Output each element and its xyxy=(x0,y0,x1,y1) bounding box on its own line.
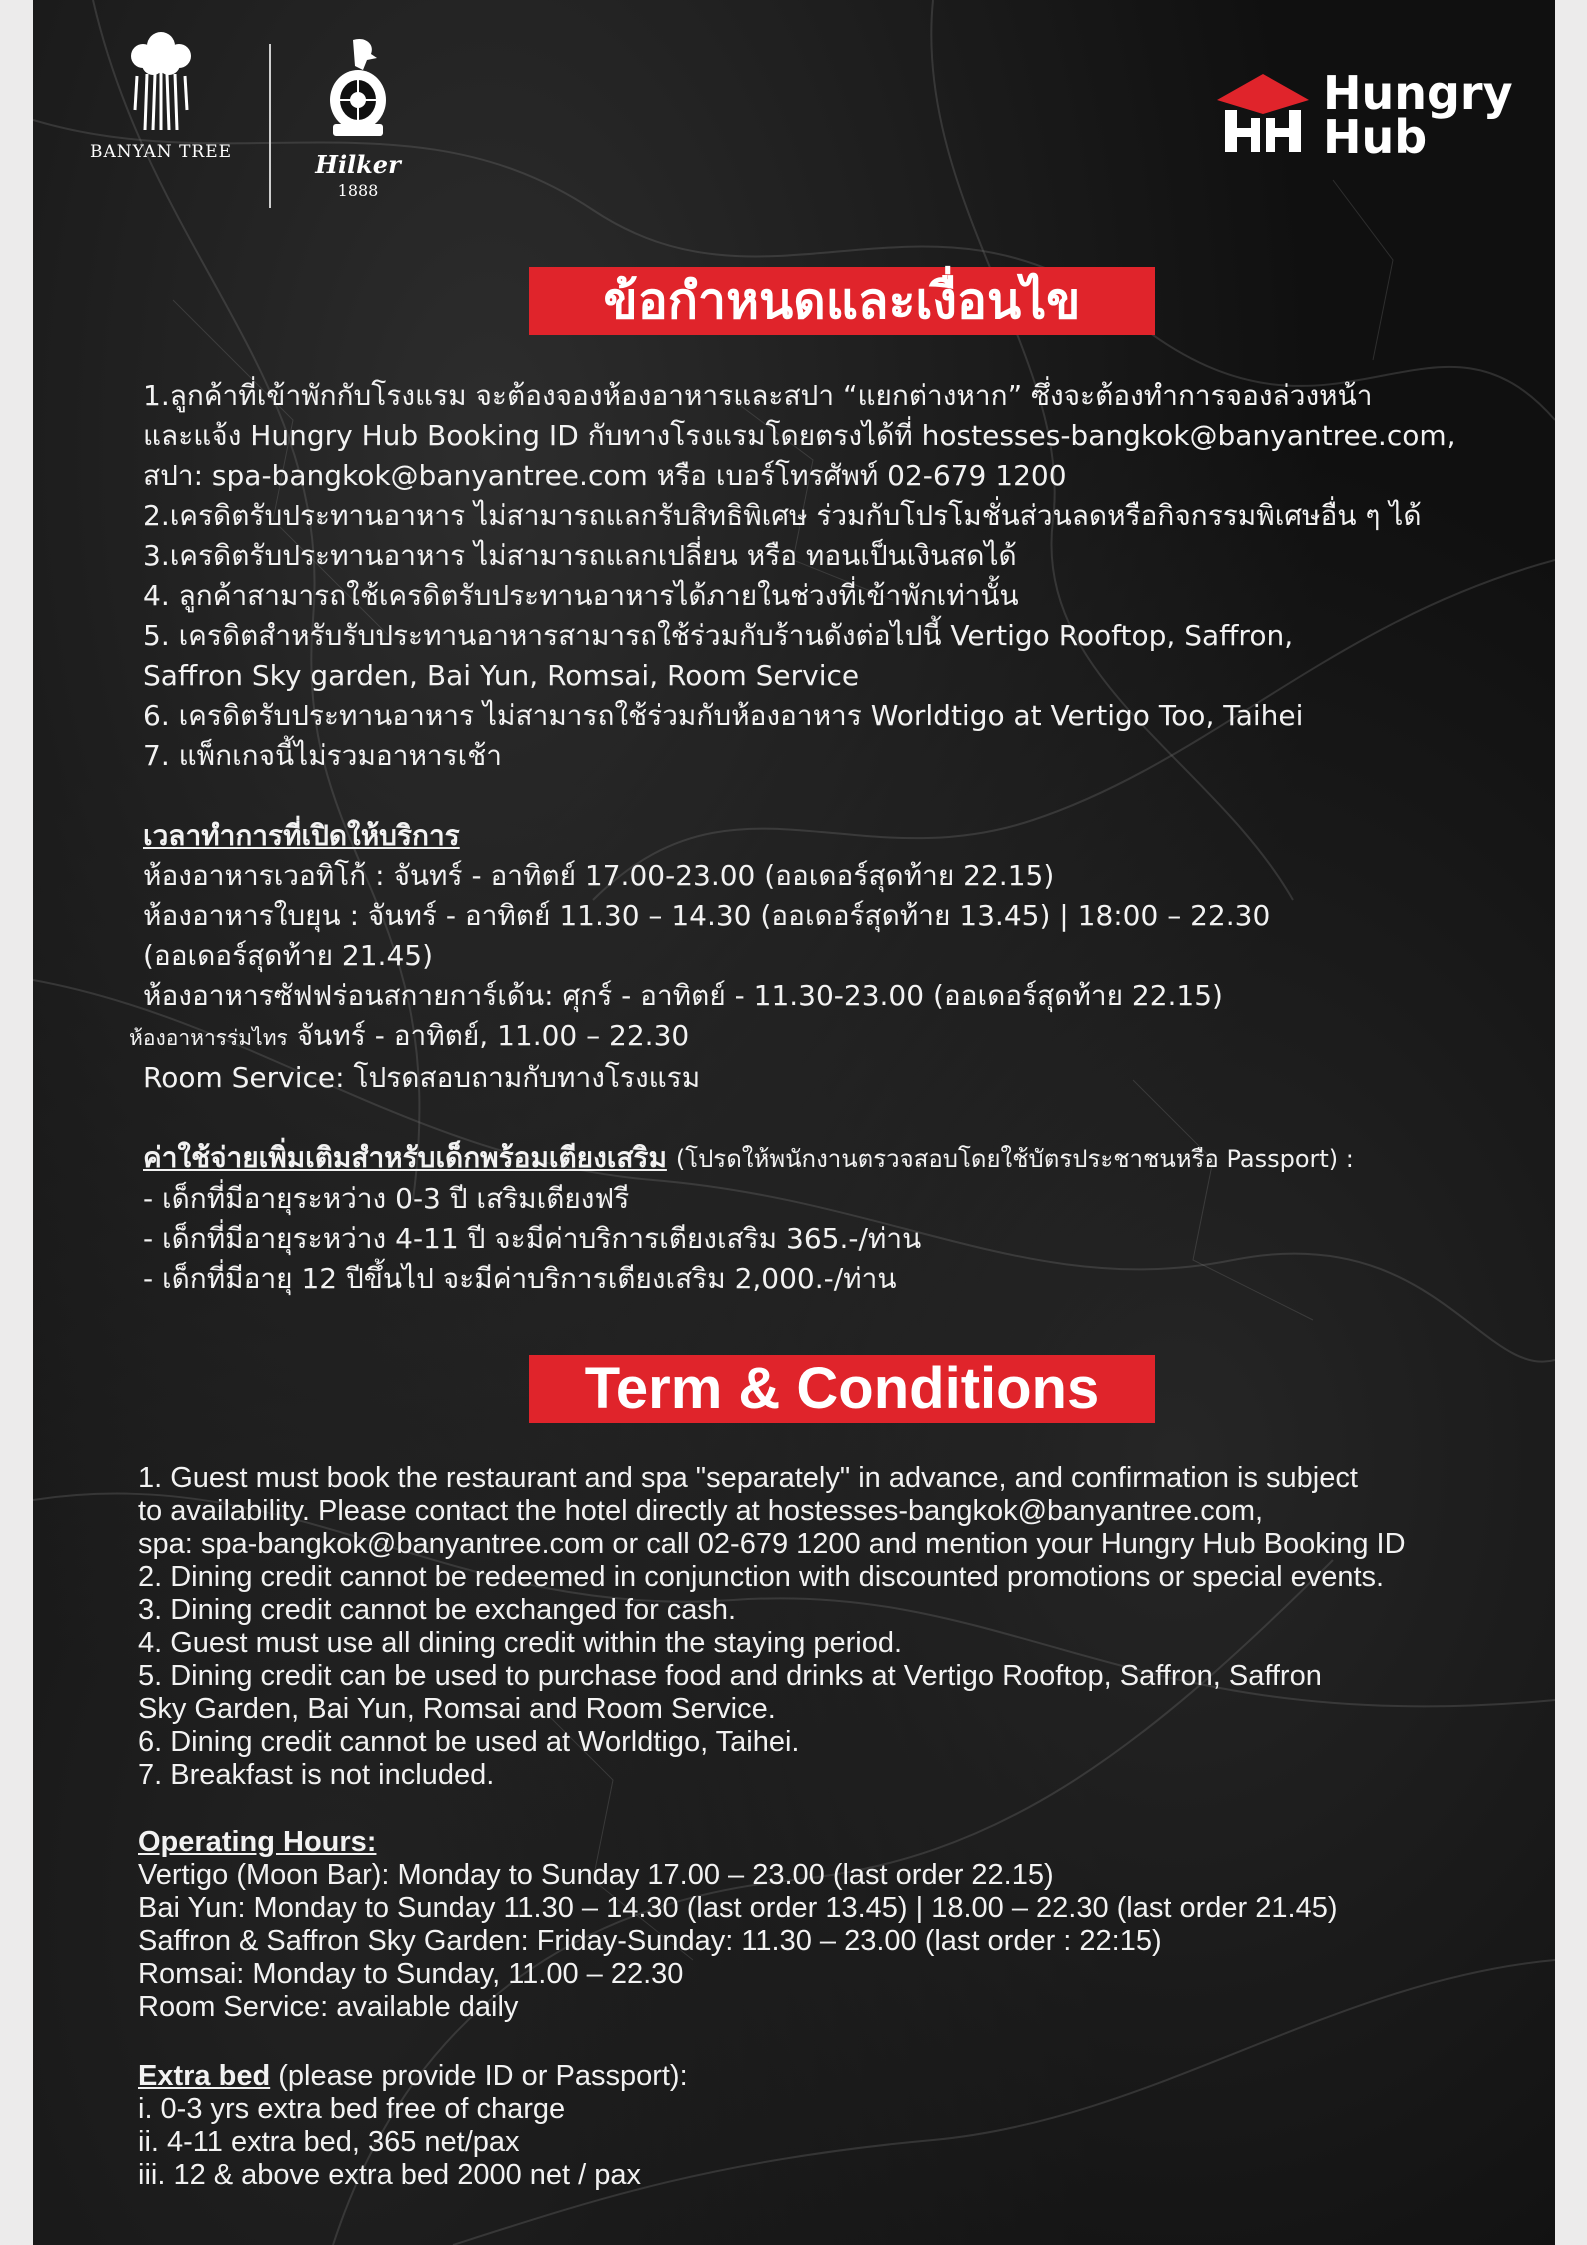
thai-hours-line: ห้องอาหารซัฟฟร่อนสกายการ์เด้น: ศุกร์ - อาทิตย์ - 11.30-23.00 (ออเดอร์สุดท้าย 22.15) xyxy=(143,979,1223,1012)
english-extra-bed-header: Extra bed xyxy=(138,2060,271,2092)
thai-hours-section xyxy=(129,816,1271,1098)
english-term-line: 7. Breakfast is not included. xyxy=(138,1759,495,1791)
english-term-line: spa: spa-bangkok@banyantree.com or call 02-679 1200 and mention your Hungry Hub Booking ID xyxy=(138,1528,1406,1560)
english-term-line: 2. Dining credit cannot be redeemed in conjunction with discounted promotions or special events. xyxy=(138,1561,1385,1593)
thai-extra-bed-item: - เด็กที่มีอายุ 12 ปีขึ้นไป จะมีค่าบริการเตียงเสริม 2,000.-/ท่าน xyxy=(143,1262,897,1295)
thai-term-line: และแจ้ง Hungry Hub Booking ID กับทางโรงแรมโดยตรงได้ที่ hostesses-bangkok@banyantree.com, xyxy=(143,419,1456,452)
english-extra-bed-item: i. 0-3 yrs extra bed free of charge xyxy=(138,2093,566,2125)
english-hours-line: Romsai: Monday to Sunday, 11.00 – 22.30 xyxy=(138,1958,684,1990)
thai-term-line: 3.เครดิตรับประทานอาหาร ไม่สามารถแลกเปลี่ยน หรือ ทอนเป็นเงินสดได้ xyxy=(143,539,1017,572)
english-term-line: to availability. Please contact the hotel directly at hostesses-bangkok@banyantree.com, xyxy=(138,1495,1264,1527)
banyan-tree-icon xyxy=(123,30,199,134)
english-terms-list xyxy=(138,1462,1406,1792)
english-extra-bed-note: (please provide ID or Passport): xyxy=(270,2060,688,2092)
thai-hours-romsai xyxy=(129,1016,1270,1058)
thai-hours-romsai-value: จันทร์ - อาทิตย์, 11.00 – 22.30 xyxy=(296,1019,690,1052)
hilker-year: 1888 xyxy=(337,181,379,200)
thai-title-banner: ข้อกำหนดและเงื่อนไข xyxy=(529,267,1155,335)
english-extra-bed-section xyxy=(138,2060,688,2192)
thai-term-line: 6. เครดิตรับประทานอาหาร ไม่สามารถใช้ร่วมกับห้องอาหาร Worldtigo at Vertigo Too, Taihei xyxy=(143,699,1304,732)
thai-terms-list xyxy=(143,376,1456,776)
thai-hours-room-service: Room Service: โปรดสอบถามกับทางโรงแรม xyxy=(143,1061,701,1094)
english-hours-line: Bai Yun: Monday to Sunday 11.30 – 14.30 (last order 13.45) | 18.00 – 22.30 (last order 21.45) xyxy=(138,1892,1338,1924)
thai-hours-header: เวลาทำการที่เปิดให้บริการ xyxy=(143,819,460,852)
thai-extra-bed-note: (โปรดให้พนักงานตรวจสอบโดยใช้บัตรประชาชนหรือ Passport) : xyxy=(675,1145,1354,1173)
english-extra-bed-item: ii. 4-11 extra bed, 365 net/pax xyxy=(138,2126,520,2158)
hungry-hub-wordmark-line2: Hub xyxy=(1323,110,1428,164)
marble-background xyxy=(33,0,1555,2245)
thai-term-line: 7. แพ็กเกจนี้ไม่รวมอาหารเช้า xyxy=(143,739,502,772)
thai-term-line: สปา: spa-bangkok@banyantree.com หรือ เบอร์โทรศัพท์ 02-679 1200 xyxy=(143,459,1067,492)
hungry-hub-logo xyxy=(1213,66,1543,166)
hungry-hub-wordmark-line1: Hungry xyxy=(1323,66,1513,120)
thai-extra-bed-section xyxy=(143,1138,1354,1299)
english-extra-bed-item: iii. 12 & above extra bed 2000 net / pax xyxy=(138,2159,642,2191)
english-term-line: 1. Guest must book the restaurant and spa "separately" in advance, and confirmation is subject xyxy=(138,1462,1358,1494)
thai-hours-line: ห้องอาหารใบยุน : จันทร์ - อาทิตย์ 11.30 – 14.30 (ออเดอร์สุดท้าย 13.45) | 18:00 – 22.30 xyxy=(143,899,1271,932)
thai-hours-line: (ออเดอร์สุดท้าย 21.45) xyxy=(143,939,434,972)
english-hours-line: Room Service: available daily xyxy=(138,1991,519,2023)
thai-hours-romsai-prefix: ห้องอาหารร่มไทร xyxy=(129,1026,288,1050)
thai-hours-line: ห้องอาหารเวอทิโก้ : จันทร์ - อาทิตย์ 17.00-23.00 (ออเดอร์สุดท้าย 22.15) xyxy=(143,859,1055,892)
english-hours-header: Operating Hours: xyxy=(138,1826,377,1858)
hilker-wordmark: Hilker xyxy=(315,150,401,179)
logo-divider xyxy=(269,44,271,208)
thai-extra-bed-item: - เด็กที่มีอายุระหว่าง 0-3 ปี เสริมเตียงฟรี xyxy=(143,1182,630,1215)
poster-content xyxy=(33,0,1555,2245)
hilker-crest-icon xyxy=(313,36,403,148)
thai-extra-bed-header: ค่าใช้จ่ายเพิ่มเติมสำหรับเด็กพร้อมเตียงเสริม xyxy=(143,1141,667,1174)
english-term-line: 4. Guest must use all dining credit within the staying period. xyxy=(138,1627,903,1659)
banyan-tree-logo xyxy=(81,30,241,162)
hilker-logo xyxy=(303,36,413,200)
thai-term-line: 5. เครดิตสำหรับรับประทานอาหารสามารถใช้ร่วมกับร้านดังต่อไปนี้ Vertigo Rooftop, Saffron, xyxy=(143,619,1294,652)
thai-term-line: 4. ลูกค้าสามารถใช้เครดิตรับประทานอาหารได้ภายในช่วงที่เข้าพักเท่านั้น xyxy=(143,579,1019,612)
english-hours-section xyxy=(138,1826,1337,2024)
english-term-line: 3. Dining credit cannot be exchanged for cash. xyxy=(138,1594,737,1626)
english-term-line: 6. Dining credit cannot be used at Worldtigo, Taihei. xyxy=(138,1726,800,1758)
english-term-line: 5. Dining credit can be used to purchase food and drinks at Vertigo Rooftop, Saffron, Saffron xyxy=(138,1660,1322,1692)
thai-term-line: 2.เครดิตรับประทานอาหาร ไม่สามารถแลกรับสิทธิพิเศษ ร่วมกับโปรโมชั่นส่วนลดหรือกิจกรรมพิเศษอื่น ๆ ได้ xyxy=(143,499,1422,532)
hungry-hub-icon xyxy=(1213,70,1313,156)
english-term-line: Sky Garden, Bai Yun, Romsai and Room Service. xyxy=(138,1693,776,1725)
thai-extra-bed-item: - เด็กที่มีอายุระหว่าง 4-11 ปี จะมีค่าบริการเตียงเสริม 365.-/ท่าน xyxy=(143,1222,922,1255)
banyan-tree-wordmark: BANYAN TREE xyxy=(89,142,233,162)
english-title-banner: Term & Conditions xyxy=(529,1355,1155,1423)
english-hours-line: Saffron & Saffron Sky Garden: Friday-Sunday: 11.30 – 23.00 (last order : 22:15) xyxy=(138,1925,1162,1957)
english-hours-line: Vertigo (Moon Bar): Monday to Sunday 17.00 – 23.00 (last order 22.15) xyxy=(138,1859,1054,1891)
thai-term-line: 1.ลูกค้าที่เข้าพักกับโรงแรม จะต้องจองห้องอาหารและสปา “แยกต่างหาก” ซึ่งจะต้องทำการจองล่วงหน้า xyxy=(143,379,1373,412)
thai-term-line: Saffron Sky garden, Bai Yun, Romsai, Room Service xyxy=(143,659,860,692)
